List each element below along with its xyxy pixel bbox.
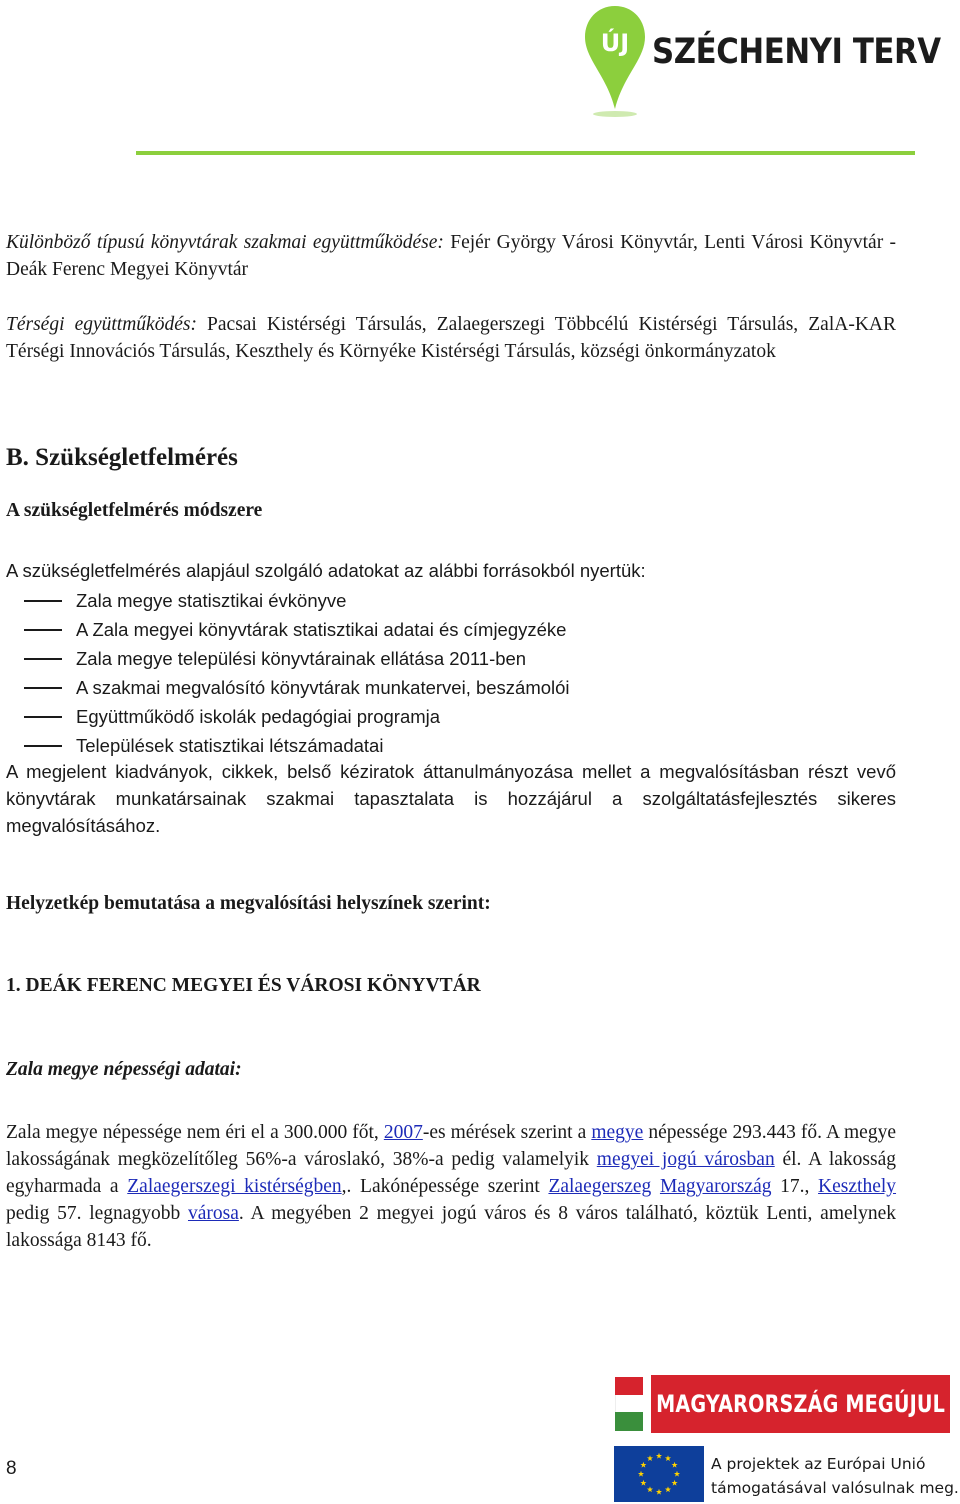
list-item: Zala megye települési könyvtárainak ellátása 2011-ben [24,644,824,673]
eu-line-2: támogatásával valósulnak meg. [711,1479,959,1497]
dash-icon [24,658,62,660]
map-pin-icon [582,4,648,119]
link-zalaegerszeg[interactable]: Zalaegerszeg [548,1176,652,1197]
cooperation-text: Fejér György Városi Könyvtár, Lenti Városi Könyvtár - Deák Ferenc Megyei Könyvtár [6,232,896,280]
link-zalaegerszegi-kisterseg[interactable]: Zalaegerszegi kistérségben [127,1176,342,1197]
link-magyarorszag[interactable]: Magyarország [659,1176,772,1197]
link-varosa[interactable]: városa [187,1203,239,1224]
brand-text: SZÉCHENYI TERV [652,32,941,72]
page-number: 8 [6,1458,17,1479]
mm-logo-text: MAGYARORSZÁG MEGÚJUL [656,1390,945,1418]
section-title: B. Szükségletfelmérés [6,444,238,471]
flag-red-stripe [615,1377,643,1395]
method-subtitle: A szükségletfelmérés módszere [6,500,263,521]
flag-green-stripe [615,1412,643,1431]
link-keszthely[interactable]: Keszthely [818,1176,897,1197]
regional-text: Pacsai Kistérségi Társulás, Zalaegerszegi Többcélú Kistérségi Társulás, ZalA-KAR Térségi Innovációs Társulás, Keszthely és Környéke Kistérségi Társulás, községi önkormányzatok [6,314,896,362]
population-heading: Zala megye népességi adatai: [6,1059,242,1080]
magyarorszag-megujul-logo [613,1373,950,1435]
regional-label: Térségi együttműködés: [6,314,197,335]
link-megyei-jogu-varos[interactable]: megyei jogú városban [596,1149,775,1170]
list-item: Települések statisztikai létszámadatai [24,731,824,760]
list-item: A szakmai megvalósító könyvtárak munkatervei, beszámolói [24,673,824,702]
situation-heading: Helyzetkép bemutatása a megvalósítási helyszínek szerint: [6,893,491,914]
link-2007[interactable]: 2007 [383,1122,423,1143]
regional-paragraph [6,311,896,365]
sources-list [24,586,824,760]
cooperation-label: Különböző típusú könyvtárak szakmai együttműködése: [6,232,444,253]
list-item: A Zala megyei könyvtárak statisztikai adatai és címjegyzéke [24,615,824,644]
dash-icon [24,716,62,718]
pin-text: ÚJ [600,29,630,57]
mm-banner [651,1375,950,1433]
library-heading: 1. DEÁK FERENC MEGYEI ÉS VÁROSI KÖNYVTÁR [6,975,481,996]
sources-lead: A szükségletfelmérés alapjául szolgáló adatokat az alábbi forrásokból nyertük: [6,560,646,581]
closing-paragraph: A megjelent kiadványok, cikkek, belső kéziratok áttanulmányozása mellet a megvalósításban részt vevő könyvtárak munkatársainak szakmai tapasztalata is hozzájárul a szolgáltatásfejlesztés sikeres megvalósításához. [6,761,896,836]
list-item: Együttműködő iskolák pedagógiai programja [24,702,824,731]
eu-support-text [711,1452,959,1500]
flag-white-stripe [615,1395,644,1412]
dash-icon [24,687,62,689]
dash-icon [24,600,62,602]
dash-icon [24,745,62,747]
dash-icon [24,629,62,631]
link-megye[interactable]: megye [591,1122,644,1143]
cooperation-paragraph [6,229,896,283]
list-item: Zala megye statisztikai évkönyve [24,586,824,615]
header-divider [136,151,915,155]
eu-flag-icon [614,1446,704,1502]
eu-line-1: A projektek az Európai Unió [711,1455,926,1473]
population-paragraph: Zala megye népessége nem éri el a 300.000 főt, 2007-es mérések szerint a megye népessége 293.443 fő. A megye lakosságának megközelítőleg 56%-a városlakó, 38%-a pedig valamelyik megyei jogú városban él. A lakosság egyharmada a Zalaegerszegi kistérségben,. Lakónépessége szerint Zalaegerszeg Magyarország 17., Keszthely pedig 57. legnagyobb városa. A megyében 2 megyei jogú város és 8 város található, köztük Lenti, amelynek lakossága 8143 fő. [6,1122,897,1251]
